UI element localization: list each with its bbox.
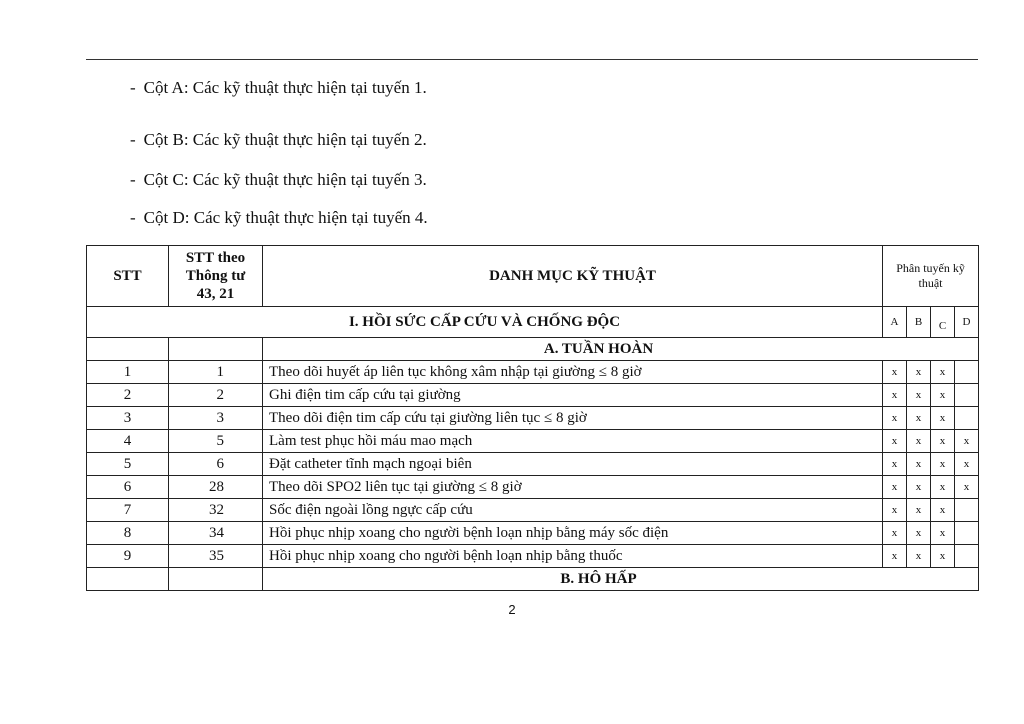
table-row: 6 28 Theo dõi SPO2 liên tục tại giường ≤ 8 giờ x x x x bbox=[87, 476, 979, 499]
table-row: 4 5 Làm test phục hồi máu mao mạch x x x x bbox=[87, 430, 979, 453]
note-column-b: - Cột B: Các kỹ thuật thực hiện tại tuyến 2. bbox=[130, 130, 427, 149]
table-row: 9 35 Hồi phục nhịp xoang cho người bệnh loạn nhịp bằng thuốc x x x bbox=[87, 545, 979, 568]
subsection-row bbox=[87, 568, 979, 591]
note-column-a: - Cột A: Các kỹ thuật thực hiện tại tuyến 1. bbox=[130, 78, 427, 97]
table-row: 2 2 Ghi điện tim cấp cứu tại giường x x x bbox=[87, 384, 979, 407]
note-text: Cột C: Các kỹ thuật thực hiện tại tuyến 3. bbox=[143, 170, 427, 189]
column-d-label: D bbox=[955, 307, 979, 338]
column-a-label: A bbox=[883, 307, 907, 338]
header-stt: STT bbox=[87, 246, 169, 307]
header-rule bbox=[86, 59, 978, 60]
note-text: Cột D: Các kỹ thuật thực hiện tại tuyến 4. bbox=[143, 208, 428, 227]
note-column-d: - Cột D: Các kỹ thuật thực hiện tại tuyến 4. bbox=[130, 208, 428, 227]
technique-catalog-table bbox=[86, 245, 979, 591]
note-text: Cột B: Các kỹ thuật thực hiện tại tuyến 2. bbox=[143, 130, 427, 149]
page-number: 2 bbox=[508, 602, 516, 617]
header-phan-tuyen: Phân tuyến kỹ thuật bbox=[883, 246, 979, 307]
subsection-row bbox=[87, 338, 979, 361]
table-row: 1 1 Theo dõi huyết áp liên tục không xâm nhập tại giường ≤ 8 giờ x x x bbox=[87, 361, 979, 384]
header-stt-thong-tu: STT theo Thông tư 43, 21 bbox=[169, 246, 263, 307]
column-c-label: C bbox=[931, 307, 955, 338]
section-title: I. HỒI SỨC CẤP CỨU VÀ CHỐNG ĐỘC bbox=[87, 307, 883, 338]
table-row: 7 32 Sốc điện ngoài lồng ngực cấp cứu x x x bbox=[87, 499, 979, 522]
note-text: Cột A: Các kỹ thuật thực hiện tại tuyến 1. bbox=[143, 78, 427, 97]
table-row: 8 34 Hồi phục nhịp xoang cho người bệnh loạn nhịp bằng máy sốc điện x x x bbox=[87, 522, 979, 545]
column-b-label: B bbox=[907, 307, 931, 338]
header-danh-muc: DANH MỤC KỸ THUẬT bbox=[263, 246, 883, 307]
subsection-title-b: B. HÔ HẤP bbox=[263, 568, 979, 591]
table-row: 5 6 Đặt catheter tĩnh mạch ngoại biên x x x x bbox=[87, 453, 979, 476]
note-column-c: - Cột C: Các kỹ thuật thực hiện tại tuyến 3. bbox=[130, 170, 427, 189]
table-row: 3 3 Theo dõi điện tim cấp cứu tại giường liên tục ≤ 8 giờ x x x bbox=[87, 407, 979, 430]
subsection-title-a: A. TUẦN HOÀN bbox=[263, 338, 979, 361]
table-header-row bbox=[87, 246, 979, 307]
section-row bbox=[87, 307, 979, 338]
